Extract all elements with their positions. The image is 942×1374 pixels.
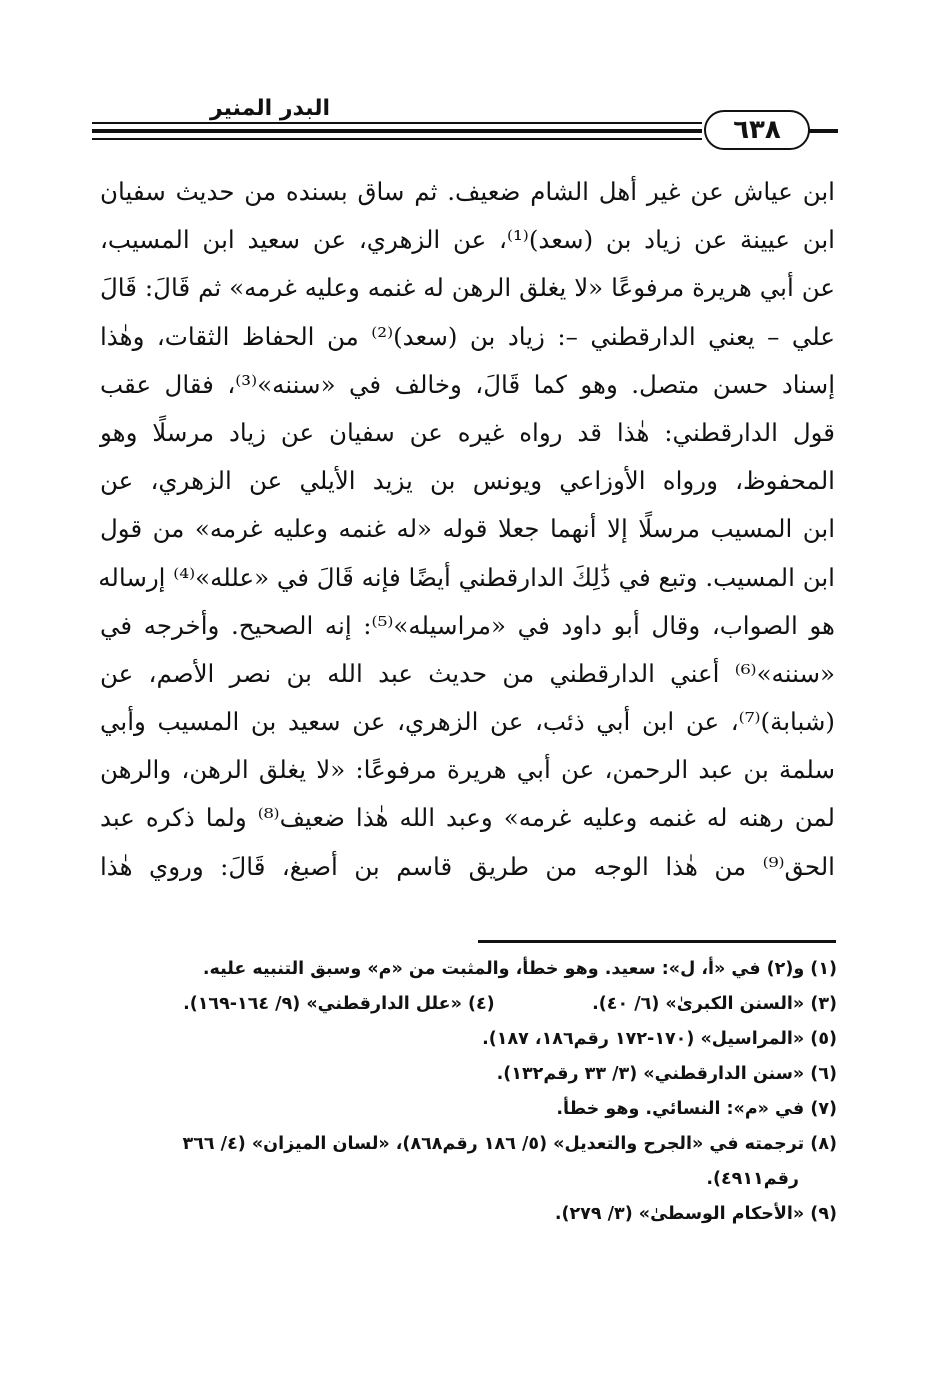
footnote: (٨) ترجمته في «الجرح والتعديل» (٥/ ١٨٦ رقم٨٦٨)، «لسان الميزان» (٤/ ٣٦٦ [182,1134,837,1154]
text-line: ابن المسيب مرسلًا إلا أنهما جعلا قوله «له غنمه وعليه غرمه» من قول [100,514,835,544]
text-line: ابن عيينة عن زياد بن (سعد)⁽¹⁾، عن الزهري، عن سعيد ابن المسيب، [100,225,835,255]
page-header [92,92,837,152]
footnote: (٥) «المراسيل» (١٧٠-١٧٢ رقم١٨٦، ١٨٧). [482,1029,837,1049]
text-line: «سننه»⁽⁶⁾ أعني الدارقطني من حديث عبد الله بن نصر الأصم، عن [100,658,835,688]
header-rule-top [92,122,702,124]
text-line: سلمة بن عبد الرحمن، عن أبي هريرة مرفوعًا: «لا يغلق الرهن، والرهن [100,755,835,785]
footnote-separator [478,940,836,943]
text-line: إسناد حسن متصل. وهو كما قَالَ، وخالف في «سننه»⁽³⁾، فقال عقب [100,369,836,399]
header-rule-right [808,129,838,133]
footnote: (٩) «الأحكام الوسطىٰ» (٣/ ٢٧٩). [554,1204,837,1224]
text-line: قول الدارقطني: هٰذا قد رواه غيره عن سفيان عن زياد مرسلًا وهو [100,417,835,447]
text-line: (شبابة)⁽⁷⁾، عن ابن أبي ذئب، عن الزهري، عن سعيد بن المسيب وأبي [100,707,835,737]
text-line: المحفوظ، ورواه الأوزاعي ويونس بن يزيد الأيلي عن الزهري، عن [100,466,835,496]
footnote: (٧) في «م»: النسائي. وهو خطأ. [556,1099,837,1119]
text-line: علي – يعني الدارقطني –: زياد بن (سعد)⁽²⁾ من الحفاظ الثقات، وهٰذا [100,321,835,351]
text-line: الحق⁽⁹⁾ من هٰذا الوجه من طريق قاسم بن أصبغ، قَالَ: وروي هٰذا [100,851,835,881]
text-line: ابن المسيب. وتبع في ذَٰلِكَ الدارقطني أيضًا فإنه قَالَ في «علله»⁽⁴⁾ إرساله [98,562,835,592]
main-text [100,168,835,891]
text-line: ابن عياش عن غير أهل الشام ضعيف. ثم ساق بسنده من حديث سفيان [100,177,835,206]
footnote: (٣) «السنن الكبرىٰ» (٦/ ٤٠). (٤) «علل الدارقطني» (٩/ ١٦٤-١٦٩). [183,994,837,1014]
book-title: البدر المنير [210,96,331,121]
header-rule-middle [92,129,702,133]
footnotes [92,952,837,1232]
text-line: هو الصواب، وقال أبو داود في «مراسيله»⁽⁵⁾: إنه الصحيح. وأخرجه في [100,610,835,640]
page-number: ٦٣٨ [704,110,810,150]
text-line: لمن رهنه له غنمه وعليه غرمه» وعبد الله هٰذا ضعيف⁽⁸⁾ ولما ذكره عبد [100,803,835,833]
header-rule-bottom [92,138,702,140]
text-line: عن أبي هريرة مرفوعًا «لا يغلق الرهن له غنمه وعليه غرمه» ثم قَالَ: قَالَ [100,273,835,303]
footnote: (١) و(٢) في «أ، ل»: سعيد. وهو خطأ، والمثبت من «م» وسبق التنبيه عليه. [202,959,837,979]
footnote-continuation: رقم٤٩١١). [706,1169,799,1189]
footnote: (٦) «سنن الدارقطني» (٣/ ٣٣ رقم١٣٢). [496,1064,837,1084]
